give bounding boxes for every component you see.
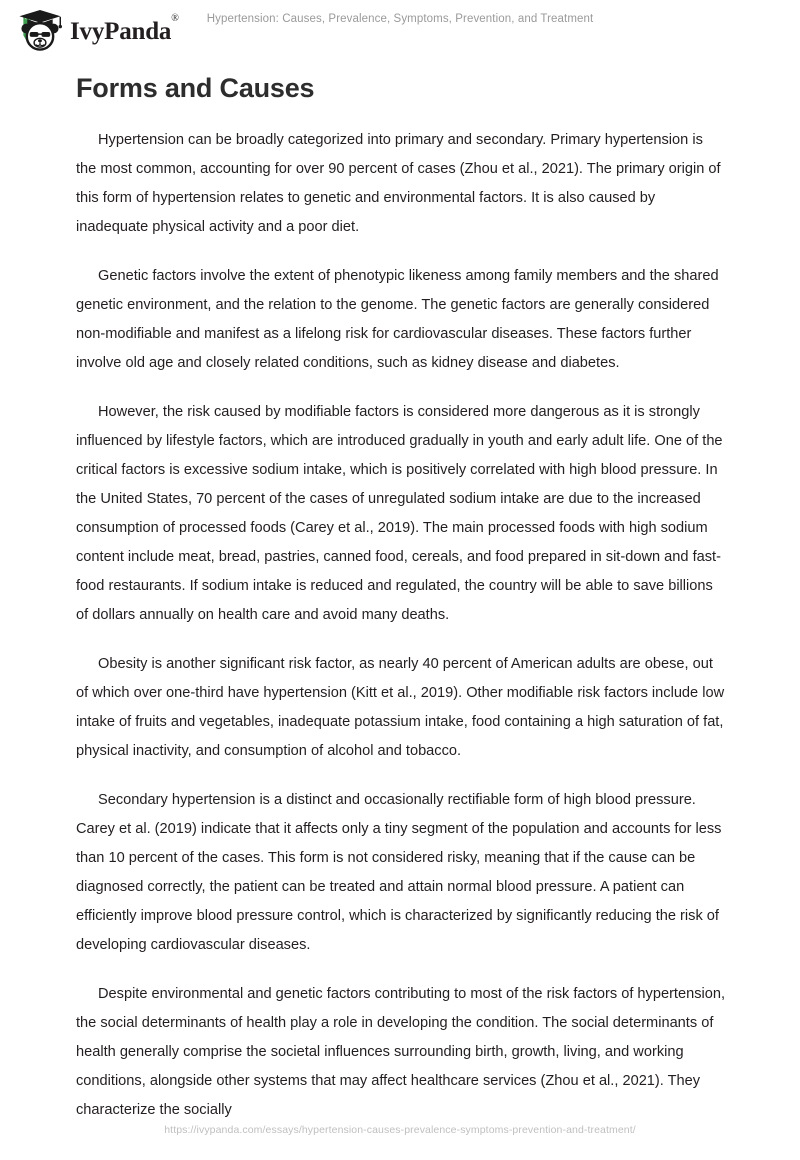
page-footer <box>0 1120 800 1138</box>
body-paragraph: Secondary hypertension is a distinct and occasionally rectifiable form of high blood pressure. Carey et al. (2019) indicate that it affects only a tiny segment of the population and accounts for less than 10 percent of the cases. This form is not considered risky, meaning that if the cause can be diagnosed correctly, the patient can be treated and attain normal blood pressure. A patient can efficiently improve blood pressure control, which is characterized by significantly reducing the risk of developing cardiovascular diseases. <box>76 792 722 954</box>
body-paragraph: Despite environmental and genetic factors contributing to most of the risk factors of hypertension, the social determinants of health play a role in developing the condition. The social determinants of health generally comprise the societal influences surrounding birth, growth, living, and working conditions, alongside other systems that may affect healthcare services (Zhou et al., 2021). They characterize the socially <box>76 986 726 1119</box>
body-paragraph: Hypertension can be broadly categorized into primary and secondary. Primary hypertension is the most common, accounting for over 90 percent of cases (Zhou et al., 2021). The primary origin of this form of hypertension relates to genetic and environmental factors. It is also caused by inadequate physical activity and a poor diet. <box>76 132 721 236</box>
body-paragraph: Genetic factors involve the extent of phenotypic likeness among family members and the shared genetic environment, and the relation to the genome. The genetic factors are generally considered non-modifiable and manifest as a lifelong risk for cardiovascular diseases. These factors further involve old age and closely related conditions, such as kidney disease and diabetes. <box>76 268 719 372</box>
document-title: Hypertension: Causes, Prevalence, Symptoms, Prevention, and Treatment <box>206 13 594 25</box>
brand-name-text: IvyPanda <box>70 17 172 45</box>
registered-trademark-symbol: ® <box>171 12 179 24</box>
body-paragraph: However, the risk caused by modifiable factors is considered more dangerous as it is strongly influenced by lifestyle factors, which are introduced gradually in youth and early adult life. One of the critical factors is excessive sodium intake, which is positively correlated with high blood pressure. In the United States, 70 percent of the cases of unregulated sodium intake are due to the increased consumption of processed foods (Carey et al., 2019). The main processed foods with high sodium content include meat, bread, pastries, canned food, cereals, and food prepared in sit-down and fast-food restaurants. If sodium intake is reduced and regulated, the country will be able to save billions of dollars annually on health care and avoid many deaths. <box>76 404 723 624</box>
source-url-link[interactable]: https://ivypanda.com/essays/hypertension-causes-prevalence-symptoms-prevention-and-treatment/ <box>164 1124 636 1136</box>
page-header <box>0 0 800 60</box>
section-heading: Forms and Causes <box>76 73 315 103</box>
body-paragraph: Obesity is another significant risk factor, as nearly 40 percent of American adults are obese, out of which over one-third have hypertension (Kitt et al., 2019). Other modifiable risk factors include low intake of fruits and vegetables, inadequate potassium intake, food containing a high saturation of fat, physical inactivity, and consumption of alcohol and tobacco. <box>76 656 725 760</box>
essay-content <box>76 72 726 1125</box>
